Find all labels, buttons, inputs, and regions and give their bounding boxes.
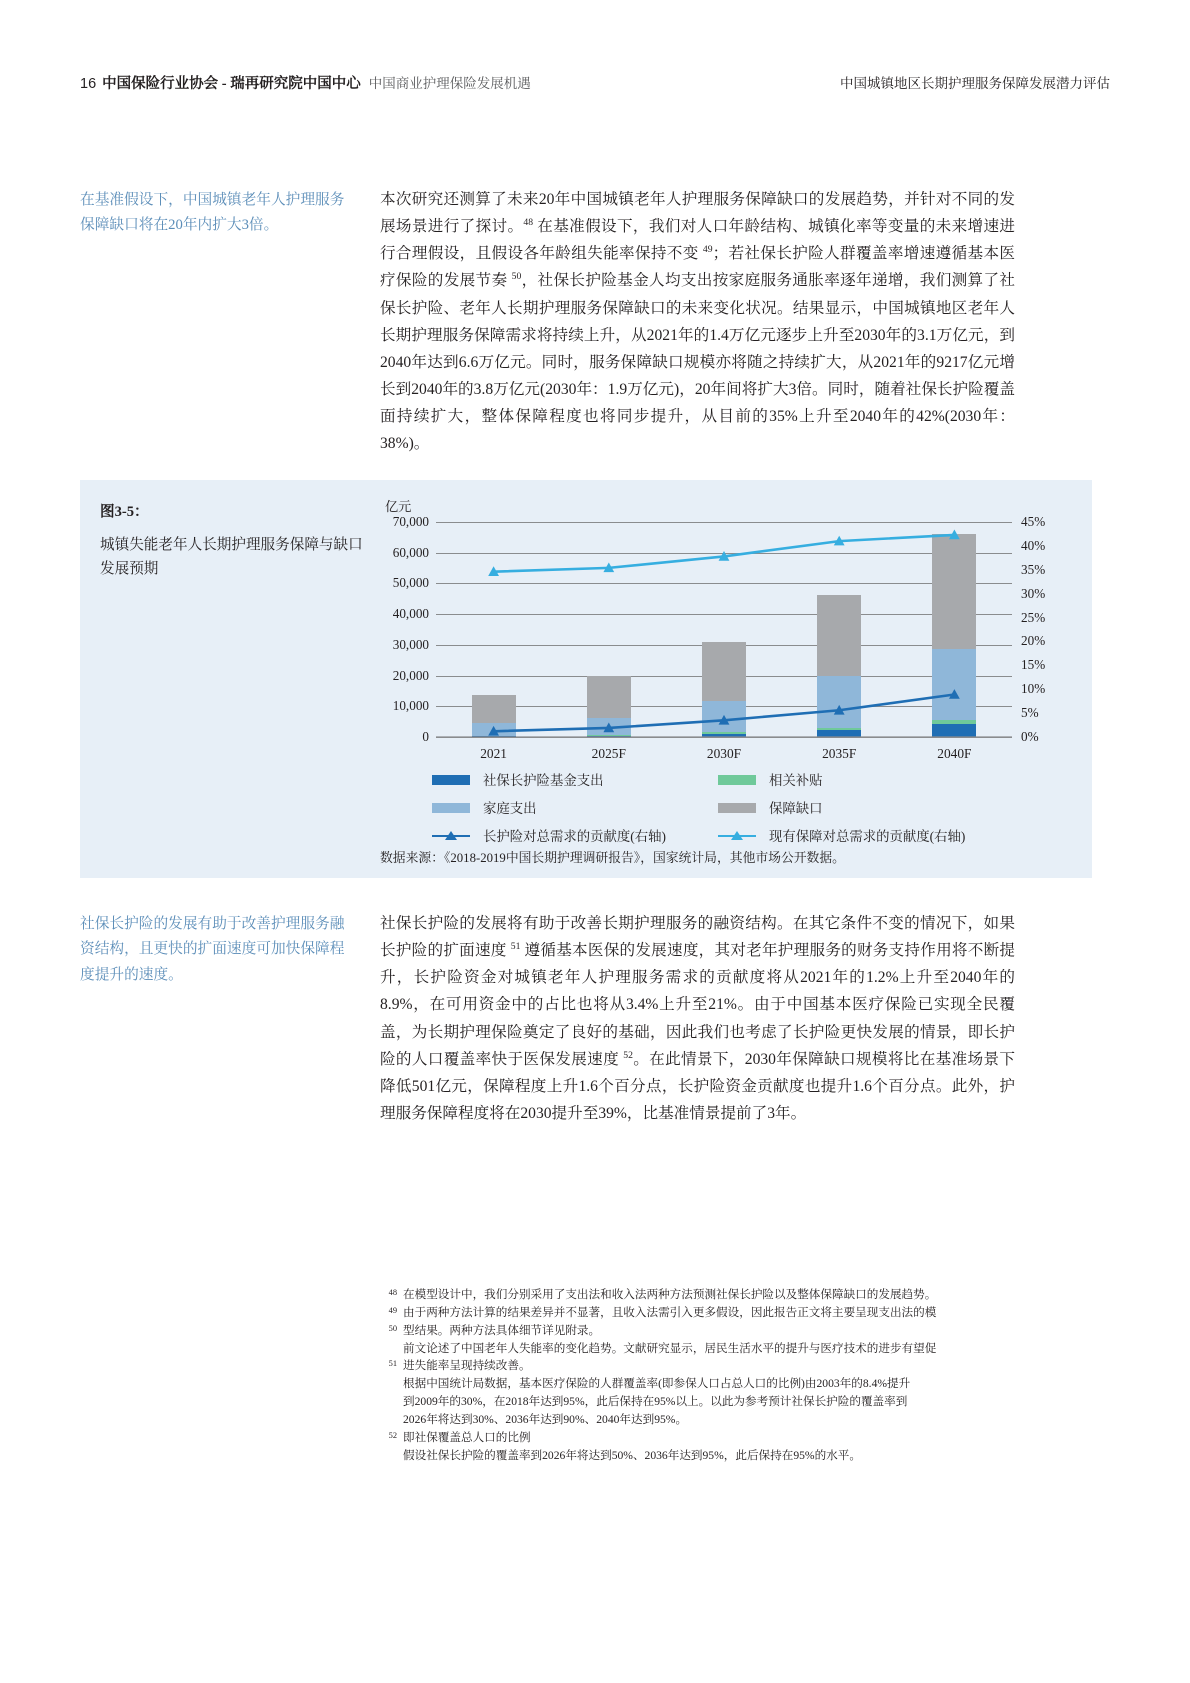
x-tick-label: 2035F bbox=[822, 746, 857, 761]
y2-tick-label: 20% bbox=[1021, 633, 1046, 649]
footnote-row bbox=[380, 1340, 1020, 1358]
legend-line-icon bbox=[718, 830, 756, 842]
figure-title: 城镇失能老年人长期护理服务保障与缺口发展预期 bbox=[100, 537, 363, 578]
footnote-row bbox=[380, 1357, 1020, 1375]
footnote-text: 到2009年的30%，在2018年达到95%，此后保持在95%以上。以此为参考预计社保长护险的覆盖率到 bbox=[403, 1395, 908, 1409]
footnote-text: 型结果。两种方法具体细节详见附录。 bbox=[403, 1323, 601, 1337]
body-paragraph-1 bbox=[380, 186, 1015, 457]
footnote-number bbox=[380, 1447, 397, 1465]
legend-item[interactable] bbox=[718, 798, 823, 817]
figure-caption bbox=[100, 500, 368, 581]
footnote-text: 由于两种方法计算的结果差异并不显著，且收入法需引入更多假设，因此报告正文将主要呈现支出法的模 bbox=[403, 1305, 937, 1319]
chart-line bbox=[494, 694, 955, 731]
y2-tick-label: 40% bbox=[1021, 537, 1046, 553]
chart-plot-area bbox=[392, 514, 1046, 761]
legend-row bbox=[432, 798, 1052, 817]
legend-line-icon bbox=[432, 830, 470, 842]
chart-legend bbox=[432, 770, 1052, 854]
footnote-number: 50 bbox=[388, 1323, 397, 1333]
footnote-ref-51[interactable]: 51 bbox=[510, 940, 521, 952]
legend-label: 保障缺口 bbox=[769, 801, 823, 816]
footnotes bbox=[380, 1286, 1020, 1464]
legend-item[interactable] bbox=[432, 826, 718, 845]
header-subtitle: 中国商业护理保险发展机遇 bbox=[368, 76, 531, 91]
y2-tick-label: 15% bbox=[1021, 657, 1046, 673]
y2-tick-label: 45% bbox=[1021, 514, 1046, 529]
footnote-number bbox=[380, 1375, 397, 1393]
legend-row bbox=[432, 770, 1052, 789]
legend-item[interactable] bbox=[718, 826, 965, 845]
figure-source: 数据来源：《2018-2019中国长期护理调研报告》，国家统计局，其他市场公开数据。 bbox=[380, 851, 845, 865]
legend-item[interactable] bbox=[432, 770, 718, 789]
footnote-number bbox=[380, 1411, 397, 1429]
footnote-text: 2026年将达到30%、2036年达到90%、2040年达到95%。 bbox=[403, 1412, 688, 1426]
y2-tick-label: 10% bbox=[1021, 681, 1046, 697]
legend-label: 长护险对总需求的贡献度(右轴) bbox=[483, 829, 666, 844]
footnote-number bbox=[380, 1393, 397, 1411]
y-tick-label: 20,000 bbox=[392, 667, 429, 683]
p2-part-b: 遵循基本医保的发展速度，其对老年护理服务的财务支持作用将不断提升，长护险资金对城镇老年人护理服务需求的贡献度将从2021年的1.2%上升至2040年的8.9%，在可用资金中的占比也将从3.4%上升至21%。由于中国基本医疗保险已实现全民覆盖，为长期护理保险奠定了良好的基础，因此我们也考虑了长护险更快发展的情景，即长护险的人口覆盖率快于医保发展速度 bbox=[380, 942, 1015, 1068]
chart bbox=[380, 494, 1080, 869]
y2-tick-label: 5% bbox=[1021, 705, 1039, 721]
footnote-number bbox=[380, 1340, 397, 1358]
footnote-number: 52 bbox=[388, 1430, 397, 1440]
page-header bbox=[80, 72, 1110, 94]
y-tick-label: 40,000 bbox=[392, 606, 429, 622]
legend-swatch-icon bbox=[432, 775, 470, 785]
footnote-ref-50[interactable]: 50 bbox=[511, 271, 522, 283]
chart-lines bbox=[436, 522, 1012, 737]
p1-part-b: 在基准假设下，我们对人口年龄结构、城镇化率等变量的未来增速进行合理假设，且假设各年龄组失能率保持不变 bbox=[380, 218, 1015, 263]
y2-tick-label: 0% bbox=[1021, 729, 1039, 744]
x-tick-label: 2030F bbox=[706, 746, 742, 761]
footnote-row bbox=[380, 1304, 1020, 1322]
legend-item[interactable] bbox=[432, 798, 718, 817]
y2-tick-label: 25% bbox=[1021, 609, 1046, 625]
footnote-text: 即社保覆盖总人口的比例 bbox=[403, 1430, 531, 1444]
footnote-row bbox=[380, 1411, 1020, 1429]
legend-label: 现有保障对总需求的贡献度(右轴) bbox=[769, 829, 966, 844]
footnote-text: 在模型设计中，我们分别采用了支出法和收入法两种方法预测社保长护险以及整体保障缺口的发展趋势。 bbox=[403, 1288, 937, 1301]
y-tick-label: 50,000 bbox=[392, 575, 429, 591]
legend-swatch-icon bbox=[718, 803, 756, 813]
footnote-ref-52[interactable]: 52 bbox=[623, 1049, 633, 1061]
y-tick-label: 10,000 bbox=[392, 698, 429, 714]
footnote-number: 51 bbox=[388, 1359, 397, 1369]
footnote-row bbox=[380, 1447, 1020, 1465]
y2-tick-label: 35% bbox=[1021, 561, 1046, 577]
figure-panel bbox=[80, 480, 1092, 878]
legend-swatch-icon bbox=[718, 775, 756, 785]
legend-label: 社保长护险基金支出 bbox=[483, 773, 604, 788]
footnote-number: 48 bbox=[388, 1288, 397, 1297]
side-note-2: 社保长护险的发展有助于改善护理服务融资结构，且更快的扩面速度可加快保障程度提升的速度。 bbox=[80, 916, 345, 983]
legend-label: 家庭支出 bbox=[483, 801, 537, 816]
p1-part-d: ，社保长护险基金人均支出按家庭服务通胀率逐年递增，我们测算了社保长护险、老年人长期护理服务保障缺口的未来变化状况。结果显示，中国城镇地区老年人长期护理服务保障需求将持续上升，从2021年的1.4万亿元逐步上升至2030年的3.1万亿元，到2040年达到6.6万亿元。同时，服务保障缺口规模亦将随之持续扩大，从2021年的9217亿元增长到2040年的3.8万亿元(2030年：1.9万亿元)，20年间将扩大3倍。同时，随着社保长护险覆盖面持续扩大，整体保障程度也将同步提升，从目前的35%上升至2040年的42%(2030年：38%)。 bbox=[380, 272, 1015, 453]
footnote-ref-49[interactable]: 49 bbox=[702, 244, 713, 256]
legend-item[interactable] bbox=[718, 770, 823, 789]
x-tick-label: 2040F bbox=[937, 746, 972, 761]
figure-label: 图3-5： bbox=[100, 504, 149, 520]
body-paragraph-2 bbox=[380, 910, 1015, 1127]
side-note-1: 在基准假设下，中国城镇老年人护理服务保障缺口将在20年内扩大3倍。 bbox=[80, 192, 345, 234]
footnote-row bbox=[380, 1429, 1020, 1447]
y-tick-label: 30,000 bbox=[392, 636, 429, 652]
header-running-title: 中国城镇地区长期护理服务保障发展潜力评估 bbox=[840, 76, 1110, 91]
y-tick-label: 0 bbox=[422, 729, 429, 744]
legend-row bbox=[432, 826, 1052, 845]
header-page-number: 16 bbox=[80, 76, 97, 92]
y2-tick-label: 30% bbox=[1021, 585, 1046, 601]
footnote-text: 进失能率呈现持续改善。 bbox=[403, 1359, 531, 1373]
footnote-row bbox=[380, 1322, 1020, 1340]
legend-label: 相关补贴 bbox=[769, 773, 823, 788]
footnote-text: 假设社保长护险的覆盖率到2026年将达到50%、2036年达到95%，此后保持在95%的水平。 bbox=[403, 1448, 861, 1462]
footnote-row bbox=[380, 1375, 1020, 1393]
legend-swatch-icon bbox=[432, 803, 470, 813]
p1-part-c: ；若社保长护险人群覆盖率增速遵循基本医疗保险的发展节奏 bbox=[380, 245, 1015, 290]
footnote-number: 49 bbox=[388, 1305, 397, 1315]
y-tick-label: 60,000 bbox=[392, 544, 429, 560]
footnote-row bbox=[380, 1393, 1020, 1411]
x-tick-label: 2021 bbox=[480, 746, 507, 761]
p2-part-a: 社保长护险的发展将有助于改善长期护理服务的融资结构。在其它条件不变的情况下，如果长护险的扩面速度 bbox=[380, 915, 1015, 960]
y-tick-label: 70,000 bbox=[392, 514, 429, 529]
footnote-text: 前文论述了中国老年人失能率的变化趋势。文献研究显示，居民生活水平的提升与医疗技术的进步有望促 bbox=[403, 1341, 937, 1355]
p2-part-c: 。在此情景下，2030年保障缺口规模将比在基准场景下降低501亿元，保障程度上升1.6个百分点，长护险资金贡献度也提升1.6个百分点。此外，护理服务保障程度将在2030提升至39%，比基准情景提前了3年。 bbox=[380, 1050, 1015, 1122]
p1-part-a: 本次研究还测算了未来20年中国城镇老年人护理服务保障缺口的发展趋势，并针对不同的发展场景进行了探讨。 bbox=[380, 191, 1015, 236]
footnote-ref-48[interactable]: 48 bbox=[523, 216, 534, 228]
footnote-text: 根据中国统计局数据，基本医疗保险的人群覆盖率(即参保人口占总人口的比例)由2003年的8.4%提升 bbox=[403, 1377, 911, 1391]
header-organization: 中国保险行业协会 - 瑞再研究院中国中心 bbox=[102, 76, 361, 92]
footnote-row bbox=[380, 1286, 1020, 1304]
chart-unit-label: 亿元 bbox=[385, 499, 412, 514]
x-tick-label: 2025F bbox=[591, 746, 626, 761]
